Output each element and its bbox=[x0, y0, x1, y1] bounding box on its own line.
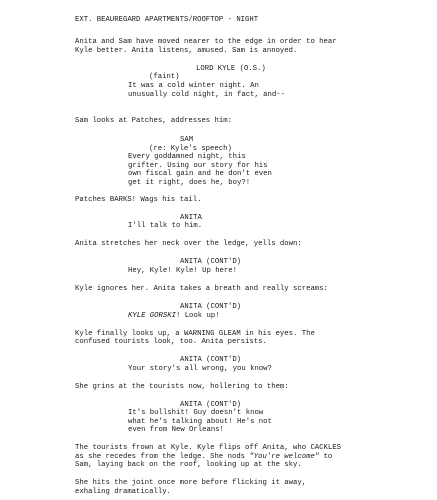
action-text: as she recedes from the ledge. She nods bbox=[75, 452, 250, 461]
dialogue-line: get it right, does he, boy?! bbox=[128, 178, 251, 187]
action-line: exhaling dramatically. bbox=[75, 488, 171, 496]
character-name: ANITA (CONT'D) bbox=[180, 258, 242, 267]
action-line: confused tourists look, too. Anita persists. bbox=[75, 338, 267, 347]
action-line: Sam, laying back on the roof, looking up at the sky. bbox=[75, 461, 302, 470]
action-line: Patches BARKS! Wags his tail. bbox=[75, 195, 202, 204]
action-line: Kyle better. Anita listens, amused. Sam is annoyed. bbox=[75, 46, 298, 55]
dialogue-line: even from New Orleans! bbox=[128, 426, 224, 435]
dialogue-line: Every goddamned night, this bbox=[128, 153, 246, 162]
scene-heading: EXT. BEAUREGARD APARTMENTS/ROOFTOP - NIGHT bbox=[75, 16, 259, 24]
character-name: ANITA (CONT'D) bbox=[180, 303, 242, 311]
action-line: Kyle ignores her. Anita takes a breath and really screams: bbox=[75, 285, 328, 293]
parenthetical: (re: Kyle's speech) bbox=[149, 144, 232, 153]
action-line: She grins at the tourists now, hollering to them: bbox=[75, 382, 289, 391]
character-name: SAM bbox=[180, 135, 194, 144]
dialogue-text: ! Look up! bbox=[175, 311, 220, 320]
character-name: ANITA (CONT'D) bbox=[180, 356, 242, 365]
action-line: Anita and Sam have moved nearer to the edge in order to hear bbox=[75, 38, 337, 47]
action-line: Anita stretches her neck over the ledge, yells down: bbox=[75, 240, 302, 249]
action-line: She hits the joint once more before flicking it away, bbox=[75, 479, 307, 488]
dialogue-line: It's bullshit! Guy doesn't know bbox=[128, 409, 264, 418]
dialogue-line: grifter. Using our story for his bbox=[128, 161, 268, 170]
action-text: to bbox=[319, 452, 333, 461]
action-emphasis: "You're welcome" bbox=[249, 452, 320, 461]
dialogue-line: own fiscal gain and he don't even bbox=[128, 170, 272, 179]
dialogue-line: unusually cold night, in fact, and-- bbox=[128, 90, 285, 99]
dialogue-emphasis: KYLE GORSKI bbox=[128, 311, 176, 320]
dialogue-line: what he's talking about! He's not bbox=[128, 417, 272, 426]
character-name: ANITA bbox=[180, 213, 202, 222]
dialogue-line: I'll talk to him. bbox=[128, 222, 203, 231]
action-line: Kyle finally looks up, a WARNING GLEAM in his eyes. The bbox=[75, 329, 315, 338]
dialogue-line: Your story's all wrong, you know? bbox=[128, 364, 272, 373]
action-line: Sam looks at Patches, addresses him: bbox=[75, 117, 232, 126]
character-name: LORD KYLE (O.S.) bbox=[196, 64, 266, 73]
action-line: The tourists frown at Kyle. Kyle flips off Anita, who CACKLES bbox=[75, 444, 341, 453]
dialogue-line: It was a cold winter night. An bbox=[128, 82, 259, 90]
dialogue-line bbox=[128, 312, 220, 321]
dialogue-line: Hey, Kyle! Kyle! Up here! bbox=[128, 267, 238, 275]
parenthetical: (faint) bbox=[149, 73, 180, 82]
character-name: ANITA (CONT'D) bbox=[180, 400, 242, 409]
